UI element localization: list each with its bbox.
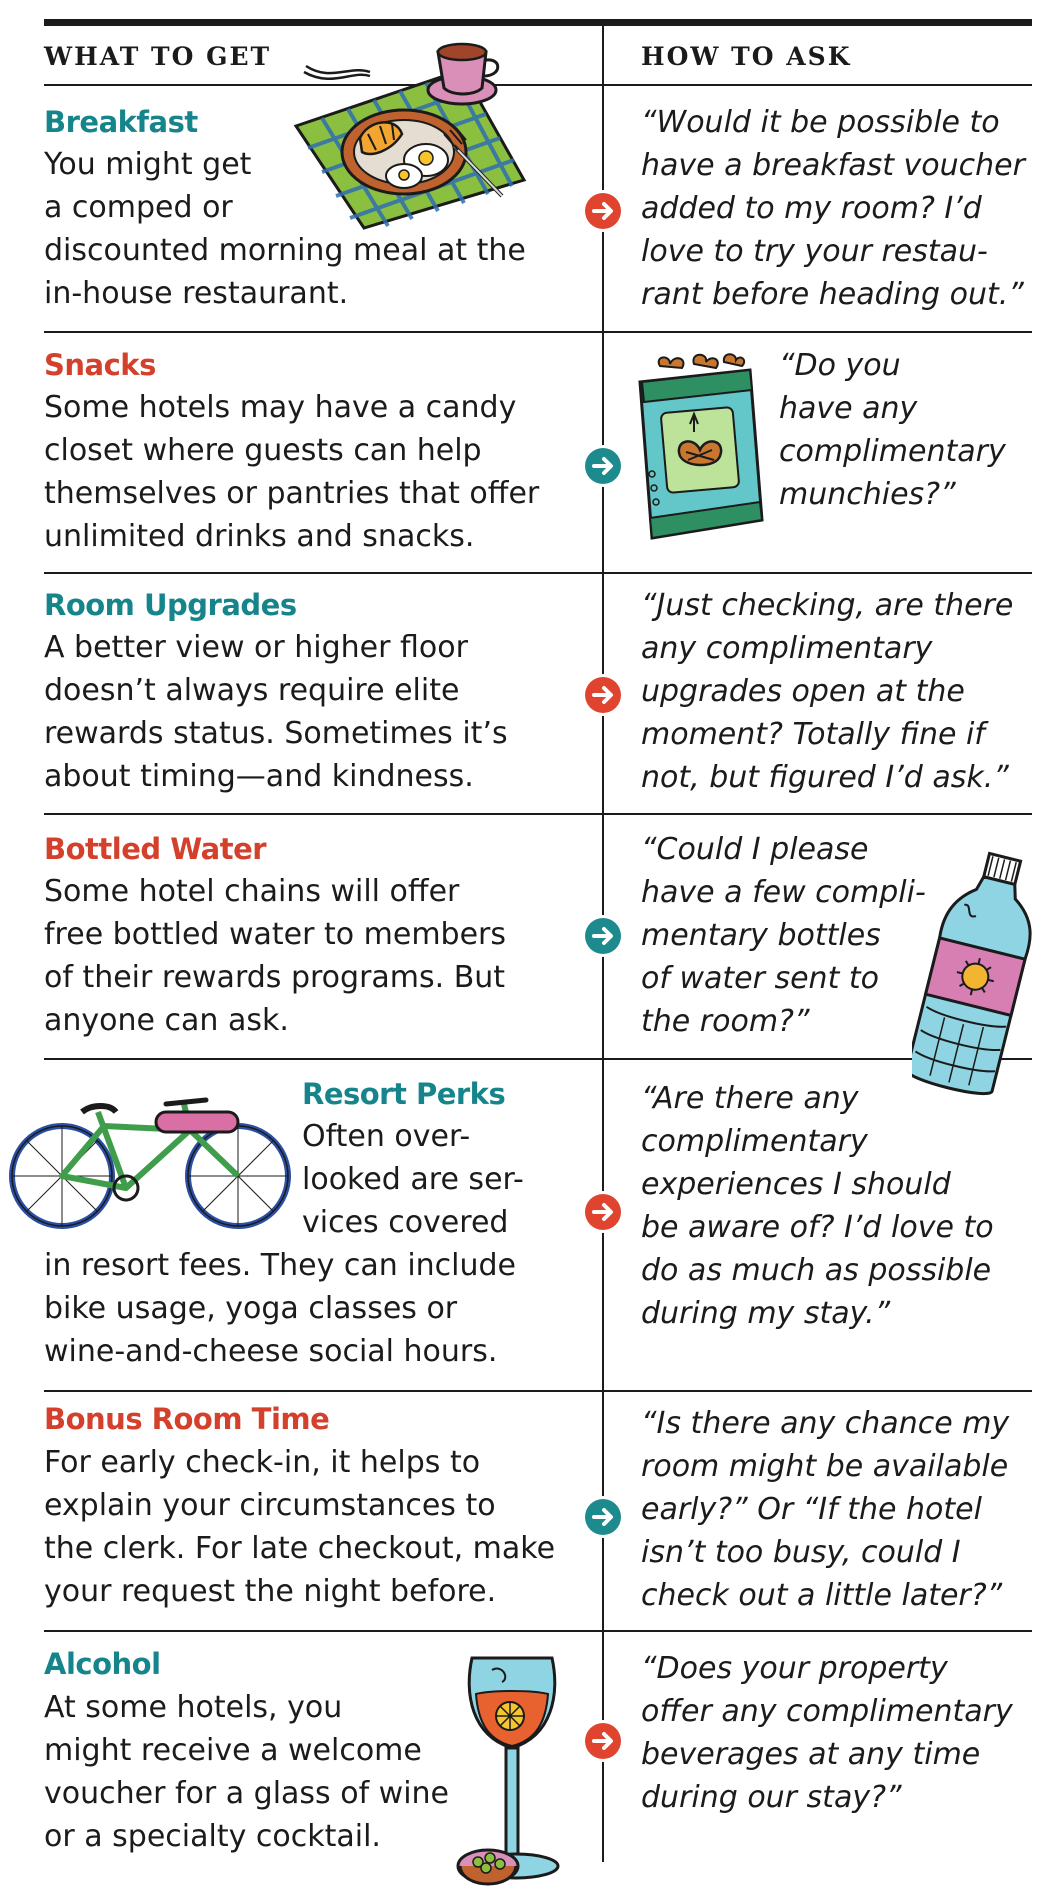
row-body-continued: in resort fees. They can include bike usage, yoga classes or wine-and-cheese social hours. — [44, 1248, 517, 1369]
arrow-right-icon — [582, 1720, 624, 1762]
pretzel-bag-illustration — [630, 352, 770, 544]
top-rule — [44, 19, 1032, 26]
row-title: Breakfast — [44, 105, 198, 139]
arrow-right-icon — [582, 674, 624, 716]
row-quote: “Just checking, are there any complimentary upgrades open at the moment? Totally fine if not, but figured I’d ask.” — [641, 588, 1014, 795]
row-title: Alcohol — [44, 1647, 161, 1681]
row-body: Some hotels may have a candy closet where guests can help themselves or pantries that offer unlimited drinks and snacks. — [44, 390, 540, 554]
arrow-right-icon — [582, 190, 624, 232]
water-bottle-illustration — [912, 848, 1042, 1100]
row-title: Snacks — [44, 348, 156, 382]
row-divider — [44, 1058, 1032, 1060]
row-title: Resort Perks — [302, 1077, 506, 1111]
row-title: Room Upgrades — [44, 588, 297, 622]
breakfast-plate-illustration — [292, 30, 542, 230]
arrow-right-icon — [582, 1496, 624, 1538]
row-quote: “Is there any chance my room might be available early?” Or “If the hotel isn’t too busy, could I check out a little later?” — [641, 1406, 1010, 1613]
row-body: Some hotel chains will offer free bottled water to members of their rewards programs. But anyone can ask. — [44, 874, 507, 1038]
row-title: Bottled Water — [44, 832, 267, 866]
row-body: At some hotels, you might receive a welcome voucher for a glass of wine or a specialty cocktail. — [44, 1690, 450, 1854]
row-quote: “Does your property offer any complimentary beverages at any time during our stay?” — [641, 1651, 1013, 1815]
row-quote: “Would it be possible to have a breakfast voucher added to my room? I’d love to try your restau- rant before heading out.” — [641, 105, 1025, 312]
row-title: Bonus Room Time — [44, 1402, 330, 1436]
row-divider — [44, 1390, 1032, 1392]
row-divider — [44, 813, 1032, 815]
row-quote: “Do you have any complimentary munchies?” — [779, 348, 1006, 512]
row-quote: “Are there any complimentary experiences I should be aware of? I’d love to do as much as possible during my stay.” — [641, 1081, 994, 1331]
row-divider — [44, 1630, 1032, 1632]
row-body: Often over- looked are ser- vices covered — [302, 1119, 524, 1240]
column-header-what: WHAT TO GET — [44, 42, 272, 71]
row-body: For early check-in, it helps to explain your circumstances to the clerk. For late checkout, make your request the night before. — [44, 1445, 556, 1609]
arrow-right-icon — [582, 1191, 624, 1233]
row-divider — [44, 331, 1032, 333]
row-body: A better view or higher floor doesn’t always require elite rewards status. Sometimes it’s about timing—and kindness. — [44, 630, 508, 794]
arrow-right-icon — [582, 915, 624, 957]
row-body: You might get a comped or discounted morning meal at the in-house restaurant. — [44, 147, 526, 311]
row-quote: “Could I please have a few compli- mentary bottles of water sent to the room?” — [641, 832, 926, 1039]
arrow-right-icon — [582, 445, 624, 487]
column-header-how: HOW TO ASK — [641, 42, 852, 71]
row-divider — [44, 572, 1032, 574]
cocktail-glass-illustration — [452, 1644, 572, 1896]
bicycle-illustration — [6, 1090, 296, 1240]
